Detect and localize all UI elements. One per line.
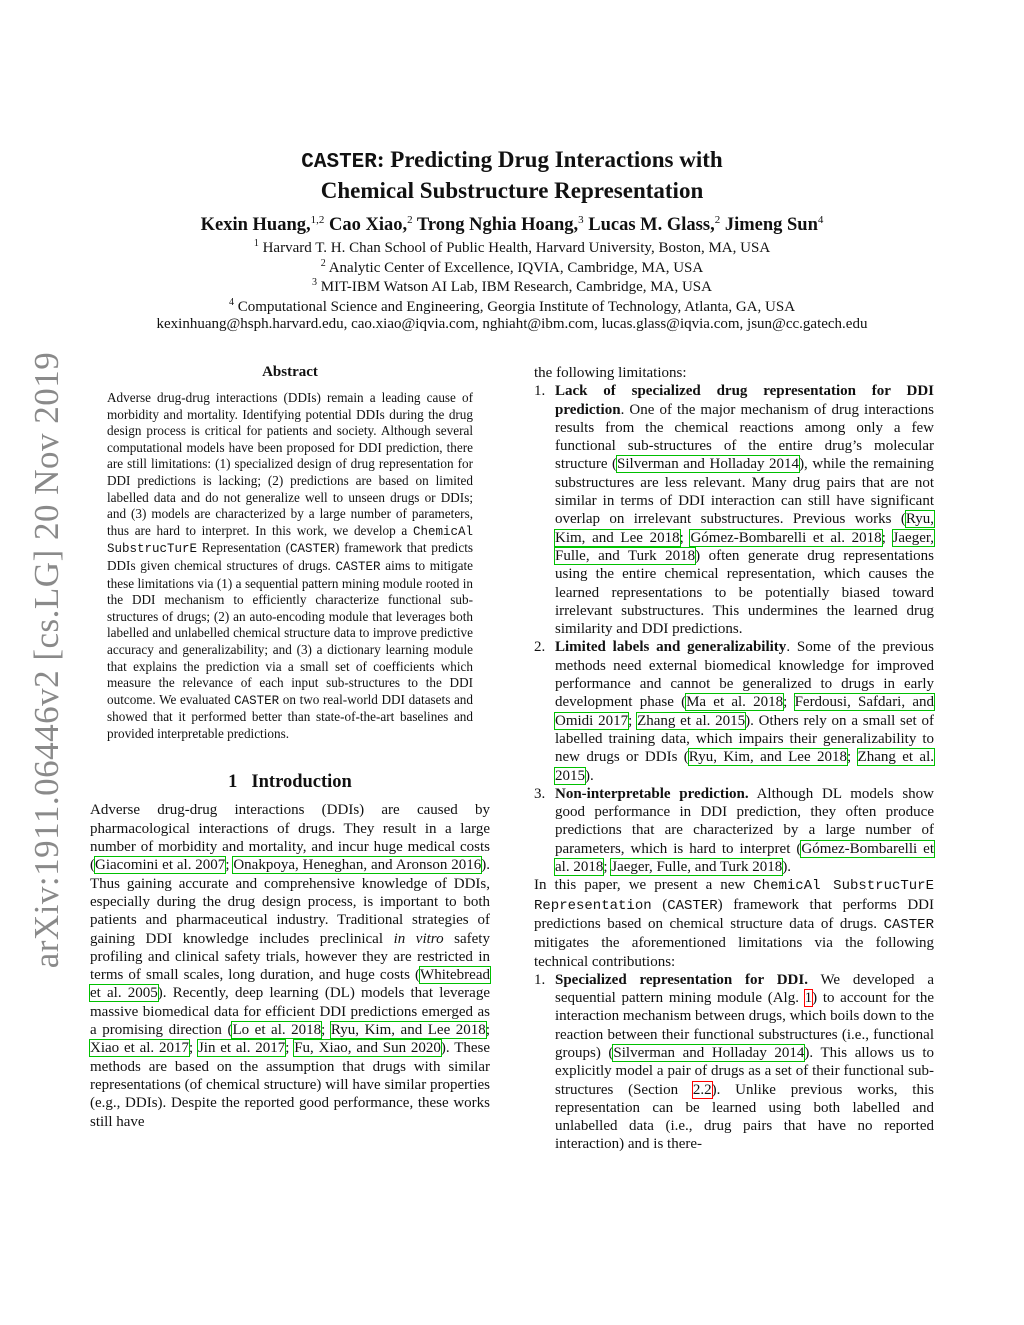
author-name: Jimeng Sun <box>724 215 818 236</box>
citation-link[interactable]: Jaeger, Fulle, and Turk 2018 <box>555 529 935 564</box>
list-marker: 3. <box>534 785 546 802</box>
separator: ; <box>881 529 893 546</box>
section-heading-introduction <box>90 772 490 793</box>
citation-link[interactable]: Ryu, Kim, and Lee 2018 <box>330 1022 486 1039</box>
intro-paragraph <box>90 801 490 1130</box>
body-text: ). <box>585 767 594 784</box>
section-reference-link[interactable]: 2.2 <box>692 1081 712 1098</box>
algorithm-reference-link[interactable]: 1 <box>804 990 813 1007</box>
limitations-list <box>534 382 934 876</box>
separator: ; <box>603 859 612 876</box>
separator: ; <box>188 1040 198 1057</box>
separator: ; <box>225 857 234 874</box>
separator: ; <box>321 1022 331 1039</box>
abstract-text: aims to mitigate these limitations via (1) a sequential pattern mining module rooted in the DDI mechanism to efficiently characterize functional sub-structures of drugs; (2) an auto-encoding module that leverages both labelled and unlabelled chemical structure data to improve predictive accuracy and generalizability; and (3) a dictionary learning module that explains the prediction via a small set of coefficients which measure the relevance of each input sub-structures to the DDI outcome. We evaluated <box>107 557 473 707</box>
title-acronym: CASTER <box>301 151 377 174</box>
citation-link[interactable]: Gómez-Bombarelli et al. 2018 <box>555 840 934 876</box>
title-line-2: Chemical Substructure Representation <box>320 178 704 203</box>
left-column <box>90 364 490 1131</box>
citation-link[interactable]: Silverman and Holladay 2014 <box>617 456 800 473</box>
body-text: Adverse drug-drug interactions (DDIs) are caused by pharmacological interactions of drugs. They result in a large number of morbidity and mortality, and incur huge medical costs ( <box>90 802 490 874</box>
affiliation-text: Harvard T. H. Chan School of Public Health, Harvard University, Boston, MA, USA <box>262 240 771 256</box>
separator: ; <box>679 529 691 546</box>
citation-link[interactable]: Ryu, Kim, and Lee 2018 <box>688 749 847 766</box>
citation-link[interactable]: Ferdousi, Safdari, and Omidi 2017 <box>555 694 934 729</box>
affiliation <box>0 238 1024 257</box>
arxiv-identifier: arXiv:1911.06446v2 [cs.LG] 20 Nov 2019 <box>27 351 66 969</box>
abstract-text: on two real-world DDI datasets and showed that it performed better than state-of-the-art baselines and provided interpretable predictions. <box>107 691 473 741</box>
separator: ; <box>285 1040 295 1057</box>
body-text: ) to account for the interaction mechanism between drugs, which boils down to the reaction between their functional substructures (i.e., functional groups) ( <box>555 990 935 1061</box>
arxiv-stamp <box>22 350 72 970</box>
affiliation <box>0 277 1024 296</box>
affiliation-number: 4 <box>228 297 234 308</box>
body-text: ( <box>651 896 668 913</box>
body-text: Although DL models show good performance in DDI prediction, they often produce predictions that are characterized by a large number of parameters, which is hard to interpret ( <box>555 785 934 857</box>
author-name: Cao Xiao, <box>328 215 408 236</box>
citation-link[interactable]: Jaeger, Fulle, and Turk 2018 <box>611 859 783 876</box>
author-affiliation-mark: 3 <box>578 214 584 226</box>
list-item <box>534 785 934 876</box>
continued-text: the following limitations: <box>534 365 687 381</box>
body-text: We developed a sequential pattern mining module (Alg. <box>555 971 934 1007</box>
abstract-caster-name: CASTER <box>234 693 280 708</box>
body-text: ) framework that performs DDI predictions based on chemical structure data of drugs. <box>534 896 934 932</box>
affiliation-text: Computational Science and Engineering, Georgia Institute of Technology, Atlanta, GA, USA <box>237 299 796 315</box>
list-item-title: Limited labels and generalizability <box>555 639 787 656</box>
affiliation-number: 3 <box>311 277 317 288</box>
abstract-heading: Abstract <box>262 364 318 380</box>
body-text: . One of the major mechanism of drug interactions results from the chemical reactions among only a few functional sub-structures of the entire drug’s molecular structure ( <box>555 401 934 473</box>
citation-link[interactable]: Zhang et al. 2015 <box>555 749 934 784</box>
author-affiliation-mark: 4 <box>817 214 824 226</box>
citation-link[interactable]: Ma et al. 2018 <box>686 694 784 711</box>
separator: ; <box>783 694 795 711</box>
author-affiliation-mark: 2 <box>714 214 721 226</box>
body-text: ) often generate drug representations using the entire chemical representation, which causes the learned representations to be potentially biased toward irrelevant substructures. This undermines the learned drug similarity and DDI predictions. <box>555 547 935 638</box>
citation-link[interactable]: Giacomini et al. 2007 <box>95 857 226 874</box>
citation-link[interactable]: Xiao et al. 2017 <box>90 1040 189 1057</box>
section-title: Introduction <box>251 772 352 793</box>
body-text: ). Others rely on a small set of labelled training data, which impairs their generalizability to new drugs or DDIs ( <box>555 712 934 766</box>
section-number: 1 <box>228 772 238 793</box>
citation-link[interactable]: Onakpoya, Heneghan, and Aronson 2016 <box>233 857 482 874</box>
body-text: ). Thus gaining accurate and comprehensive knowledge of DDIs, especially during the drug design process, is important to both patients and pharmaceutical industry. Traditional strategies of gaining DDI knowledge includes preclinical <box>90 857 490 947</box>
affiliation <box>0 297 1024 316</box>
affiliation <box>0 258 1024 277</box>
body-text: ). <box>782 859 792 876</box>
list-marker: 1. <box>534 383 546 400</box>
body-text: . Some of the previous methods need external biomedical knowledge for improved performance and cannot be generalized to drugs in early development phase ( <box>555 639 934 711</box>
emphasis-text: in vitro <box>393 930 444 947</box>
affiliation-text: MIT-IBM Watson AI Lab, IBM Research, Cambridge, MA, USA <box>320 279 712 295</box>
author-emails: kexinhuang@hsph.harvard.edu, cao.xiao@iqvia.com, nghiaht@ibm.com, lucas.glass@iqvia.com, jsun@cc.gatech.edu <box>156 316 868 332</box>
body-text: In this paper, we present a new <box>534 877 754 894</box>
affiliation-text: Analytic Center of Excellence, IQVIA, Cambridge, MA, USA <box>328 260 704 276</box>
abstract-chemical-abbr: ChemicAl SubstrucTurE <box>107 524 473 557</box>
paper-title <box>0 146 1024 205</box>
author-affiliation-mark: 2 <box>407 214 413 226</box>
title-line-1: : Predicting Drug Interactions with <box>376 147 723 172</box>
list-item <box>534 971 934 1154</box>
citation-link[interactable]: Fu, Xiao, and Sun 2020 <box>294 1040 441 1057</box>
separator: ; <box>485 1022 490 1039</box>
body-text: safety profiling and clinical safety trials, however they are restricted in terms of small scales, long duration, and huge costs ( <box>90 930 490 984</box>
body-text: ). These methods are based on the assumption that drugs with similar representations (of chemical structure) will have similar properties (e.g., DDIs). Despite the reported good performance, these works still have <box>90 1040 491 1130</box>
body-text: mitigates the aforementioned limitations via the following technical contributions: <box>534 935 934 970</box>
contributions-list <box>534 971 934 1154</box>
caster-name: CASTER <box>883 916 934 933</box>
abstract-body <box>107 390 473 742</box>
citation-link[interactable]: Silverman and Holladay 2014 <box>613 1044 805 1061</box>
citation-link[interactable]: Lo et al. 2018 <box>232 1022 322 1039</box>
list-marker: 1. <box>534 971 546 988</box>
body-text: ). This allows us to explicitly model a pair of drugs as a set of their functional sub-structures (Section <box>555 1044 935 1098</box>
right-column <box>534 364 934 1154</box>
body-text: ), while the remaining substructures are less relevant. Many drug pairs that are not similar in terms of DDI interaction can still have significant overlap on irrelevant substructures. Previous works ( <box>555 456 934 528</box>
list-item <box>534 638 934 784</box>
abstract-text: Adverse drug-drug interactions (DDIs) remain a leading cause of morbidity and mortality. Identifying potential DDIs during the drug design process is critical for patients and society. Although several computational models have been proposed for DDI prediction, there are still limitations: (1) specialized design of drug representation for DDI predictions is lacking; (2) predictions are based on limited labelled data and do not generalize well to unseen drugs or DDIs; and (3) models are characterized by a large number of parameters, thus are hard to interpret. In this work, we develop a <box>107 390 473 538</box>
citation-link[interactable]: Ryu, Kim, and Lee 2018 <box>555 511 934 546</box>
body-text: ). Unlike previous works, this representation can be learned using both labelled and unlabelled data (i.e., drug pairs that have no reported interaction) and is there- <box>555 1081 934 1153</box>
contribution-intro-paragraph <box>534 876 934 970</box>
list-item-title: Specialized representation for DDI. <box>555 971 808 988</box>
abstract-caster-name: CASTER <box>335 559 381 574</box>
citation-link[interactable]: Zhang et al. 2015 <box>637 712 746 729</box>
abstract-caster-name: CASTER <box>290 542 336 557</box>
chemical-abbr: ChemicAl SubstrucTurE Representation <box>534 878 934 914</box>
affiliation-number: 2 <box>320 258 326 269</box>
author-name: Kexin Huang, <box>200 215 311 236</box>
citation-link[interactable]: Whitebread et al. 2005 <box>90 967 490 1002</box>
separator: ; <box>846 749 858 766</box>
author-affiliation-mark: 1,2 <box>310 214 325 226</box>
author-name: Trong Nghia Hoang, <box>416 215 579 236</box>
author-list <box>0 214 1024 236</box>
affiliation-number: 1 <box>253 238 259 249</box>
list-item-title: Lack of specialized drug representation for DDI prediction <box>555 383 934 418</box>
abstract-text: Representation ( <box>197 540 290 556</box>
author-name: Lucas M. Glass, <box>588 215 715 236</box>
citation-link[interactable]: Gómez-Bombarelli et al. 2018 <box>690 529 882 546</box>
caster-name: CASTER <box>667 897 718 914</box>
list-marker: 2. <box>534 639 546 656</box>
separator: ; <box>628 712 638 729</box>
abstract-text: ) framework that predicts DDIs given chemical structures of drugs. <box>107 540 473 573</box>
list-item <box>534 382 934 638</box>
citation-link[interactable]: Jin et al. 2017 <box>197 1040 286 1057</box>
list-item-title: Non-interpretable prediction. <box>555 785 749 802</box>
body-text: ). Recently, deep learning (DL) models that leverage massive biomedical data for efficient DDI predictions emerged as a promising direction ( <box>90 985 490 1039</box>
